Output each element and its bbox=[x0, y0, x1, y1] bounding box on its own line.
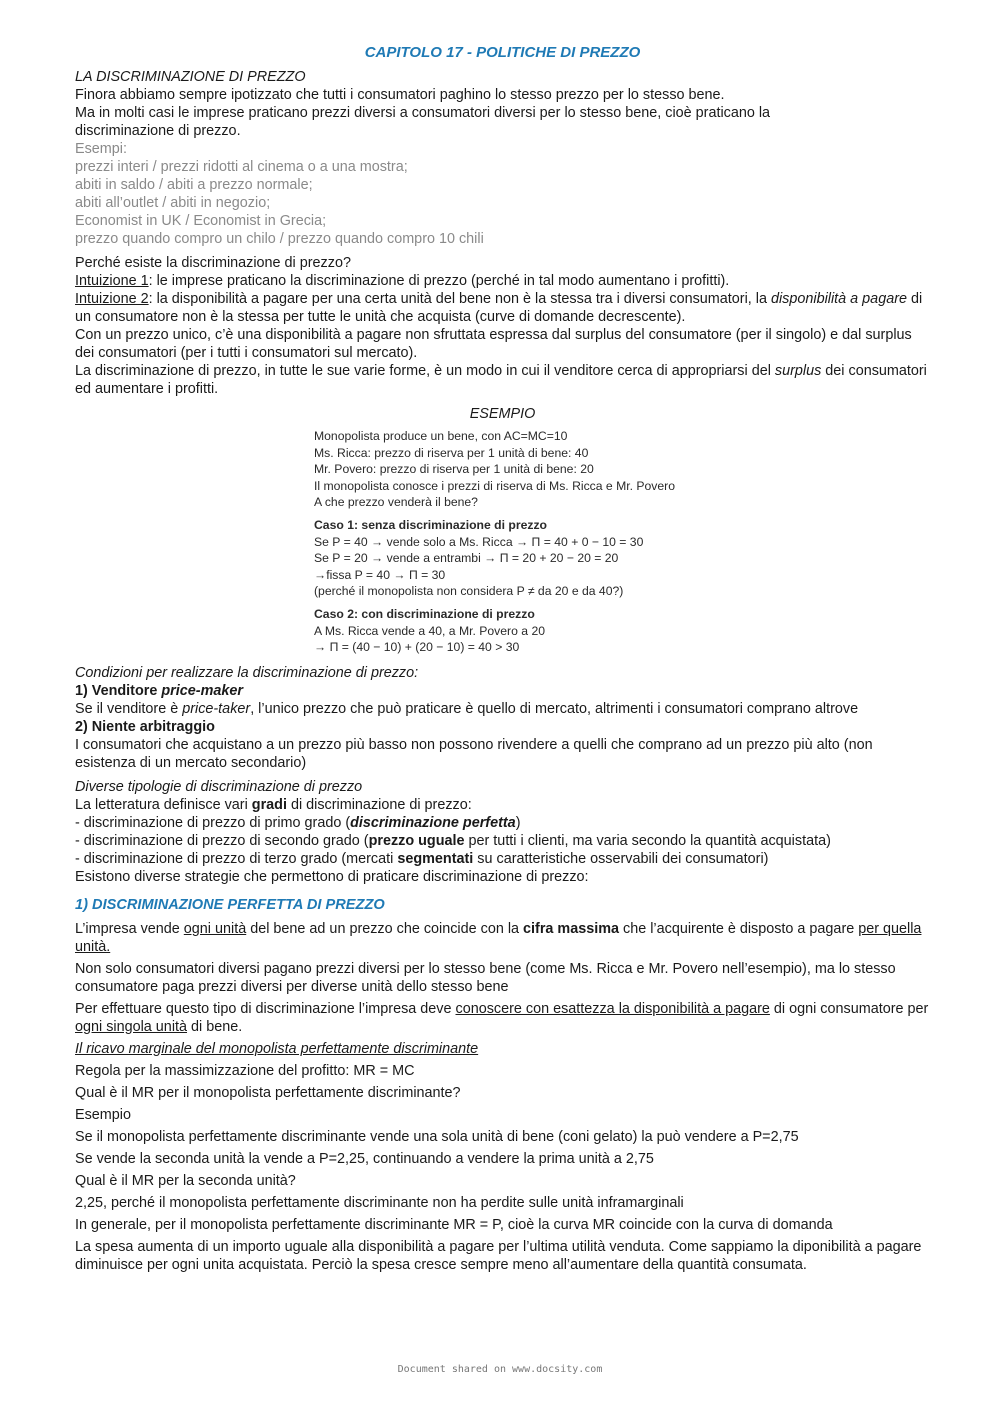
types-closing: Esistono diverse strategie che permettono di praticare discriminazione di prezzo: bbox=[75, 868, 589, 885]
docsity-footer: Document shared on www.docsity.com bbox=[397, 1364, 603, 1375]
example-setup-line: Ms. Ricca: prezzo di riserva per 1 unità di bene: 40 bbox=[314, 445, 589, 460]
case-2-line: A Ms. Ricca vende a 40, a Mr. Povero a 20 bbox=[314, 623, 546, 638]
intro-paragraph-2: Ma in molti casi le imprese praticano prezzi diversi a consumatori diversi per lo stesso bene, cioè praticano la discriminazione di prezzo. bbox=[75, 105, 771, 139]
discrimination-paragraph: La discriminazione di prezzo, in tutte le sue varie forme, è un modo in cui il venditore cerca di appropriarsi del surplus dei consumatori ed aumentare i profitti. bbox=[75, 363, 927, 397]
esempio-label: Esempio bbox=[75, 1106, 131, 1123]
case-2-line: → Π = (40 − 10) + (20 − 10) = 40 > 30 bbox=[314, 640, 520, 655]
example-heading: ESEMPIO bbox=[469, 406, 536, 422]
intuition-2: Intuizione 2: la disponibilità a pagare per una certa unità del bene non è la stessa tra i diversi consumatori, la disponibilità a pagare di un consumatore non è la stessa per tutte le unità che acquista (curve di domande decrescente). bbox=[75, 291, 923, 325]
case-1-line: Se P = 40 → vende solo a Ms. Ricca → Π = 40 + 0 − 10 = 30 bbox=[314, 534, 644, 549]
case-1-title: Caso 1: senza discriminazione di prezzo bbox=[314, 517, 547, 532]
condition-1-text: Se il venditore è price-taker, l’unico prezzo che può praticare è quello di mercato, altrimenti i consumatori comprano altrove bbox=[75, 700, 859, 717]
types-heading: Diverse tipologie di discriminazione di prezzo bbox=[75, 778, 363, 795]
mr-second-answer: 2,25, perché il monopolista perfettamente discriminante non ha perdite sulle unità inframarginali bbox=[75, 1194, 684, 1211]
why-question: Perché esiste la discriminazione di prezzo? bbox=[75, 255, 351, 271]
mr-question: Qual è il MR per il monopolista perfettamente discriminante? bbox=[75, 1084, 461, 1101]
scenario-1: Se il monopolista perfettamente discriminante vende una sola unità di bene (coni gelato) la può vendere a P=2,75 bbox=[75, 1128, 799, 1145]
condition-1-title: 1) Venditore price-maker bbox=[75, 682, 243, 699]
example-item: Economist in UK / Economist in Grecia; bbox=[75, 213, 327, 229]
example-setup-line: Il monopolista conosce i prezzi di riserva di Ms. Ricca e Mr. Povero bbox=[314, 478, 676, 493]
intuition-1: Intuizione 1: le imprese praticano la discriminazione di prezzo (perché in tal modo aumentano i profitti). bbox=[75, 273, 730, 289]
examples-label: Esempi: bbox=[75, 141, 127, 157]
profit-rule: Regola per la massimizzazione del profitto: MR = MC bbox=[75, 1062, 415, 1079]
case-1-line: →fissa P = 40 → Π = 30 bbox=[314, 567, 446, 582]
example-box bbox=[314, 428, 734, 656]
example-item: abiti in saldo / abiti a prezzo normale; bbox=[75, 177, 313, 193]
mr-second-question: Qual è il MR per la seconda unità? bbox=[75, 1172, 296, 1189]
section-heading-perfect: 1) DISCRIMINAZIONE PERFETTA DI PREZZO bbox=[75, 896, 385, 913]
general-statement: In generale, per il monopolista perfettamente discriminante MR = P, cioè la curva MR coincide con la curva di domanda bbox=[75, 1216, 833, 1233]
chapter-title: CAPITOLO 17 - POLITICHE DI PREZZO bbox=[364, 44, 641, 61]
types-intro: La letteratura definisce vari gradi di discriminazione di prezzo: bbox=[75, 796, 472, 813]
type-first-degree: - discriminazione di prezzo di primo grado (discriminazione perfetta) bbox=[75, 814, 521, 831]
marginal-revenue-heading: Il ricavo marginale del monopolista perfettamente discriminante bbox=[75, 1040, 479, 1057]
conditions-heading: Condizioni per realizzare la discriminazione di prezzo: bbox=[75, 664, 419, 681]
perfect-paragraph-3: Per effettuare questo tipo di discriminazione l’impresa deve conoscere con esattezza la disponibilità a pagare di ogni consumatore per ogni singola unità di bene. bbox=[75, 1000, 929, 1035]
case-1-line: (perché il monopolista non considera P ≠ da 20 e da 40?) bbox=[314, 584, 624, 599]
example-item: abiti all’outlet / abiti in negozio; bbox=[75, 195, 271, 211]
section-heading-discrimination: LA DISCRIMINAZIONE DI PREZZO bbox=[75, 69, 306, 85]
example-setup-line: A che prezzo venderà il bene? bbox=[314, 495, 478, 510]
type-third-degree: - discriminazione di prezzo di terzo grado (mercati segmentati su caratteristiche osservabili dei consumatori) bbox=[75, 850, 769, 867]
examples-list bbox=[75, 140, 930, 248]
condition-2-text: I consumatori che acquistano a un prezzo più basso non possono rivendere a quelli che comprano ad un prezzo più alto (non esistenza di un mercato secondario) bbox=[75, 736, 873, 771]
example-item: prezzi interi / prezzi ridotti al cinema o a una mostra; bbox=[75, 159, 408, 175]
condition-2-title: 2) Niente arbitraggio bbox=[75, 718, 215, 735]
example-item: prezzo quando compro un chilo / prezzo quando compro 10 chili bbox=[75, 231, 484, 247]
type-second-degree: - discriminazione di prezzo di secondo grado (prezzo uguale per tutti i clienti, ma varia secondo la quantità acquistata) bbox=[75, 832, 831, 849]
unique-price-paragraph: Con un prezzo unico, c’è una disponibilità a pagare non sfruttata espressa dal surplus del consumatore (per il singolo) e dal surplus dei consumatori (per i tutti i consumatori sul mercato). bbox=[75, 327, 912, 361]
final-paragraph: La spesa aumenta di un importo uguale alla disponibilità a pagare per l’ultima utilità venduta. Come sappiamo la diponibilità a pagare diminuisce per ogni unita acquistata. Perciò la spesa cresce sempre meno all’aumentare della quantità consumata. bbox=[75, 1238, 922, 1273]
perfect-paragraph-2: Non solo consumatori diversi pagano prezzi diversi per lo stesso bene (come Ms. Ricca e Mr. Povero nell’esempio), ma lo stesso consumatore paga prezzi diversi per diverse unità dello stesso bene bbox=[75, 960, 896, 995]
case-1-line: Se P = 20 → vende a entrambi → Π = 20 + 20 − 20 = 20 bbox=[314, 551, 619, 566]
document-page bbox=[75, 44, 930, 1274]
perfect-paragraph-1: L’impresa vende ogni unità del bene ad un prezzo che coincide con la cifra massima che l’acquirente è disposto a pagare per quella unità. bbox=[75, 920, 922, 955]
example-setup-line: Mr. Povero: prezzo di riserva per 1 unità di bene: 20 bbox=[314, 462, 594, 477]
intro-paragraph-1: Finora abbiamo sempre ipotizzato che tutti i consumatori paghino lo stesso prezzo per lo stesso bene. bbox=[75, 87, 725, 103]
case-2-title: Caso 2: con discriminazione di prezzo bbox=[314, 606, 535, 621]
example-setup-line: Monopolista produce un bene, con AC=MC=10 bbox=[314, 429, 568, 443]
scenario-2: Se vende la seconda unità la vende a P=2,25, continuando a vendere la prima unità a 2,75 bbox=[75, 1150, 654, 1167]
